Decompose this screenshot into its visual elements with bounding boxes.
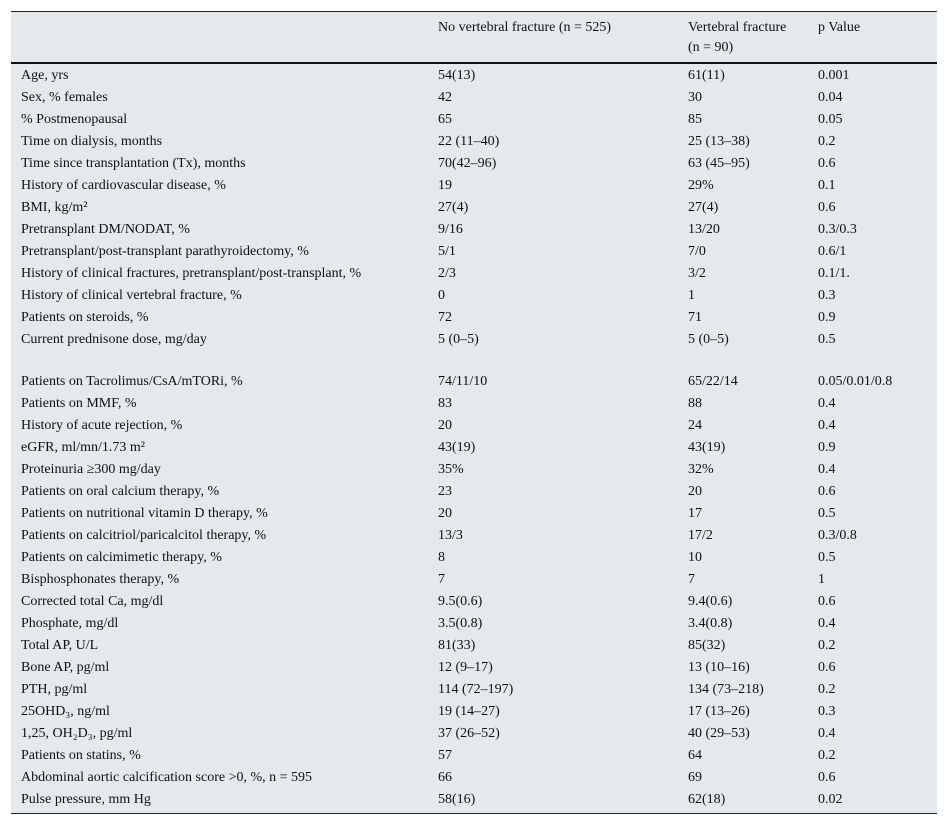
cell-p-value: 0.9 bbox=[818, 310, 836, 325]
cell-no-fracture: 37 (26–52) bbox=[438, 726, 500, 741]
row-label: Patients on statins, % bbox=[21, 748, 141, 763]
cell-p-value: 0.2 bbox=[818, 638, 836, 653]
cell-fracture: 27(4) bbox=[688, 200, 719, 215]
cell-p-value: 0.4 bbox=[818, 616, 836, 631]
cell-fracture: 40 (29–53) bbox=[688, 726, 750, 741]
cell-fracture: 13 (10–16) bbox=[688, 660, 750, 675]
row-label: Pulse pressure, mm Hg bbox=[21, 792, 151, 807]
cell-p-value: 0.6 bbox=[818, 594, 836, 609]
cell-p-value: 0.6 bbox=[818, 156, 836, 171]
cell-p-value: 0.3/0.3 bbox=[818, 222, 857, 237]
cell-p-value: 0.6/1 bbox=[818, 244, 847, 259]
table-row bbox=[11, 701, 937, 723]
table-row bbox=[11, 459, 937, 481]
row-label: eGFR, ml/mn/1.73 m² bbox=[21, 440, 145, 455]
row-label: Total AP, U/L bbox=[21, 638, 99, 653]
cell-p-value: 0.3 bbox=[818, 288, 836, 303]
header-fracture-line2: (n = 90) bbox=[688, 40, 734, 55]
cell-fracture: 85(32) bbox=[688, 638, 726, 653]
cell-p-value: 0.1/1. bbox=[818, 266, 850, 281]
row-label: Pretransplant/post-transplant parathyroidectomy, % bbox=[21, 244, 309, 259]
cell-p-value: 0.5 bbox=[818, 550, 836, 565]
table-row bbox=[11, 197, 937, 219]
cell-p-value: 0.2 bbox=[818, 748, 836, 763]
cell-no-fracture: 13/3 bbox=[438, 528, 463, 543]
row-label: History of clinical vertebral fracture, % bbox=[21, 288, 242, 303]
row-label: Proteinuria ≥300 mg/day bbox=[21, 462, 161, 477]
table-row bbox=[11, 65, 937, 87]
cell-fracture: 17 bbox=[688, 506, 702, 521]
cell-no-fracture: 20 bbox=[438, 506, 452, 521]
cell-no-fracture: 74/11/10 bbox=[438, 374, 488, 389]
cell-no-fracture: 114 (72–197) bbox=[438, 682, 514, 697]
cell-no-fracture: 23 bbox=[438, 484, 452, 499]
table-row bbox=[11, 767, 937, 789]
row-label: Age, yrs bbox=[21, 68, 69, 83]
table-row bbox=[11, 547, 937, 569]
cell-p-value: 0.6 bbox=[818, 660, 836, 675]
cell-p-value: 0.5 bbox=[818, 332, 836, 347]
cell-no-fracture: 19 bbox=[438, 178, 452, 193]
cell-p-value: 0.05/0.01/0.8 bbox=[818, 374, 893, 389]
data-table bbox=[11, 11, 937, 814]
table-row bbox=[11, 789, 937, 811]
cell-no-fracture: 27(4) bbox=[438, 200, 469, 215]
cell-no-fracture: 54(13) bbox=[438, 68, 476, 83]
cell-fracture: 5 (0–5) bbox=[688, 332, 729, 347]
table-row bbox=[11, 525, 937, 547]
cell-fracture: 30 bbox=[688, 90, 702, 105]
header-p-value: p Value bbox=[818, 20, 861, 35]
table-row bbox=[11, 503, 937, 525]
row-label: Pretransplant DM/NODAT, % bbox=[21, 222, 190, 237]
table-header bbox=[11, 12, 937, 64]
cell-fracture: 65/22/14 bbox=[688, 374, 738, 389]
table-row bbox=[11, 635, 937, 657]
cell-no-fracture: 2/3 bbox=[438, 266, 456, 281]
cell-p-value: 0.05 bbox=[818, 112, 843, 127]
row-label: BMI, kg/m² bbox=[21, 200, 88, 215]
row-label: Corrected total Ca, mg/dl bbox=[21, 594, 164, 609]
row-label: Patients on nutritional vitamin D therapy, % bbox=[21, 506, 268, 521]
table-row bbox=[11, 415, 937, 437]
table-row bbox=[11, 591, 937, 613]
cell-p-value: 0.1 bbox=[818, 178, 836, 193]
table-row bbox=[11, 437, 937, 459]
cell-fracture: 3/2 bbox=[688, 266, 706, 281]
table-row bbox=[11, 109, 937, 131]
cell-p-value: 0.001 bbox=[818, 68, 850, 83]
cell-p-value: 0.3 bbox=[818, 704, 836, 719]
cell-no-fracture: 8 bbox=[438, 550, 445, 565]
table-body bbox=[11, 65, 937, 811]
cell-p-value: 0.6 bbox=[818, 200, 836, 215]
row-label: Time on dialysis, months bbox=[21, 134, 163, 149]
table-row bbox=[11, 745, 937, 767]
row-label: Current prednisone dose, mg/day bbox=[21, 332, 207, 347]
cell-fracture: 62(18) bbox=[688, 792, 726, 807]
cell-fracture: 64 bbox=[688, 748, 702, 763]
row-label: Bone AP, pg/ml bbox=[21, 660, 110, 675]
table-row bbox=[11, 263, 937, 285]
cell-fracture: 32% bbox=[688, 462, 714, 477]
cell-p-value: 0.4 bbox=[818, 396, 836, 411]
header-fracture bbox=[688, 18, 786, 58]
cell-no-fracture: 7 bbox=[438, 572, 445, 587]
cell-p-value: 1 bbox=[818, 572, 825, 587]
cell-no-fracture: 65 bbox=[438, 112, 452, 127]
cell-no-fracture: 83 bbox=[438, 396, 452, 411]
cell-p-value: 0.04 bbox=[818, 90, 843, 105]
cell-p-value: 0.9 bbox=[818, 440, 836, 455]
cell-no-fracture: 22 (11–40) bbox=[438, 134, 500, 149]
row-label: Patients on MMF, % bbox=[21, 396, 137, 411]
table-row bbox=[11, 175, 937, 197]
table-row bbox=[11, 219, 937, 241]
cell-fracture: 63 (45–95) bbox=[688, 156, 750, 171]
cell-no-fracture: 5/1 bbox=[438, 244, 456, 259]
cell-no-fracture: 66 bbox=[438, 770, 452, 785]
cell-no-fracture: 58(16) bbox=[438, 792, 476, 807]
row-label: Time since transplantation (Tx), months bbox=[21, 156, 246, 171]
row-label: Patients on calcimimetic therapy, % bbox=[21, 550, 222, 565]
table-row bbox=[11, 131, 937, 153]
cell-fracture: 69 bbox=[688, 770, 702, 785]
cell-fracture: 20 bbox=[688, 484, 702, 499]
table-row bbox=[11, 569, 937, 591]
table-row bbox=[11, 393, 937, 415]
cell-fracture: 43(19) bbox=[688, 440, 726, 455]
cell-fracture: 134 (73–218) bbox=[688, 682, 764, 697]
cell-no-fracture: 81(33) bbox=[438, 638, 476, 653]
table-row bbox=[11, 329, 937, 371]
table-row bbox=[11, 307, 937, 329]
cell-p-value: 0.4 bbox=[818, 726, 836, 741]
cell-no-fracture: 9.5(0.6) bbox=[438, 594, 483, 609]
row-label: History of cardiovascular disease, % bbox=[21, 178, 226, 193]
cell-no-fracture: 9/16 bbox=[438, 222, 463, 237]
row-label: Bisphosphonates therapy, % bbox=[21, 572, 180, 587]
cell-p-value: 0.4 bbox=[818, 462, 836, 477]
cell-no-fracture: 20 bbox=[438, 418, 452, 433]
cell-fracture: 71 bbox=[688, 310, 702, 325]
cell-p-value: 0.6 bbox=[818, 770, 836, 785]
cell-no-fracture: 42 bbox=[438, 90, 452, 105]
cell-fracture: 24 bbox=[688, 418, 702, 433]
row-label: PTH, pg/ml bbox=[21, 682, 88, 697]
row-label: Sex, % females bbox=[21, 90, 108, 105]
cell-fracture: 7 bbox=[688, 572, 695, 587]
cell-p-value: 0.02 bbox=[818, 792, 843, 807]
table-row bbox=[11, 241, 937, 263]
cell-fracture: 85 bbox=[688, 112, 702, 127]
cell-no-fracture: 12 (9–17) bbox=[438, 660, 493, 675]
table-row bbox=[11, 723, 937, 745]
row-label: Patients on Tacrolimus/CsA/mTORi, % bbox=[21, 374, 243, 389]
table-row bbox=[11, 613, 937, 635]
cell-p-value: 0.5 bbox=[818, 506, 836, 521]
table-row bbox=[11, 657, 937, 679]
header-fracture-line1: Vertebral fracture bbox=[688, 20, 787, 35]
row-label: Phosphate, mg/dl bbox=[21, 616, 119, 631]
table-row bbox=[11, 153, 937, 175]
cell-p-value: 0.2 bbox=[818, 134, 836, 149]
table-row bbox=[11, 285, 937, 307]
table-row bbox=[11, 371, 937, 393]
cell-no-fracture: 35% bbox=[438, 462, 464, 477]
cell-no-fracture: 19 (14–27) bbox=[438, 704, 500, 719]
cell-no-fracture: 5 (0–5) bbox=[438, 332, 479, 347]
row-label: Patients on oral calcium therapy, % bbox=[21, 484, 220, 499]
cell-fracture: 88 bbox=[688, 396, 702, 411]
cell-no-fracture: 57 bbox=[438, 748, 452, 763]
row-label: History of acute rejection, % bbox=[21, 418, 183, 433]
row-label: % Postmenopausal bbox=[21, 112, 128, 127]
cell-p-value: 0.6 bbox=[818, 484, 836, 499]
cell-fracture: 29% bbox=[688, 178, 714, 193]
cell-p-value: 0.4 bbox=[818, 418, 836, 433]
row-label: Patients on steroids, % bbox=[21, 310, 149, 325]
row-label: 1,25, OH₂D₃, pg/ml bbox=[21, 726, 133, 741]
row-label: Abdominal aortic calcification score >0, %, n = 595 bbox=[21, 770, 313, 785]
cell-fracture: 61(11) bbox=[688, 68, 725, 83]
cell-p-value: 0.2 bbox=[818, 682, 836, 697]
row-label: Patients on calcitriol/paricalcitol therapy, % bbox=[21, 528, 267, 543]
cell-no-fracture: 43(19) bbox=[438, 440, 476, 455]
row-label: 25OHD₃, ng/ml bbox=[21, 704, 110, 719]
header-no-fracture: No vertebral fracture (n = 525) bbox=[438, 20, 612, 35]
cell-fracture: 7/0 bbox=[688, 244, 706, 259]
cell-fracture: 1 bbox=[688, 288, 695, 303]
cell-fracture: 13/20 bbox=[688, 222, 720, 237]
cell-p-value: 0.3/0.8 bbox=[818, 528, 857, 543]
cell-fracture: 9.4(0.6) bbox=[688, 594, 733, 609]
cell-fracture: 25 (13–38) bbox=[688, 134, 750, 149]
cell-no-fracture: 3.5(0.8) bbox=[438, 616, 483, 631]
cell-fracture: 17/2 bbox=[688, 528, 713, 543]
cell-fracture: 17 (13–26) bbox=[688, 704, 750, 719]
cell-fracture: 10 bbox=[688, 550, 702, 565]
cell-no-fracture: 0 bbox=[438, 288, 445, 303]
table-row bbox=[11, 481, 937, 503]
cell-no-fracture: 70(42–96) bbox=[438, 156, 497, 171]
cell-no-fracture: 72 bbox=[438, 310, 452, 325]
table-row bbox=[11, 679, 937, 701]
row-label: History of clinical fractures, pretransplant/post-transplant, % bbox=[21, 266, 362, 281]
table-row bbox=[11, 87, 937, 109]
cell-fracture: 3.4(0.8) bbox=[688, 616, 733, 631]
